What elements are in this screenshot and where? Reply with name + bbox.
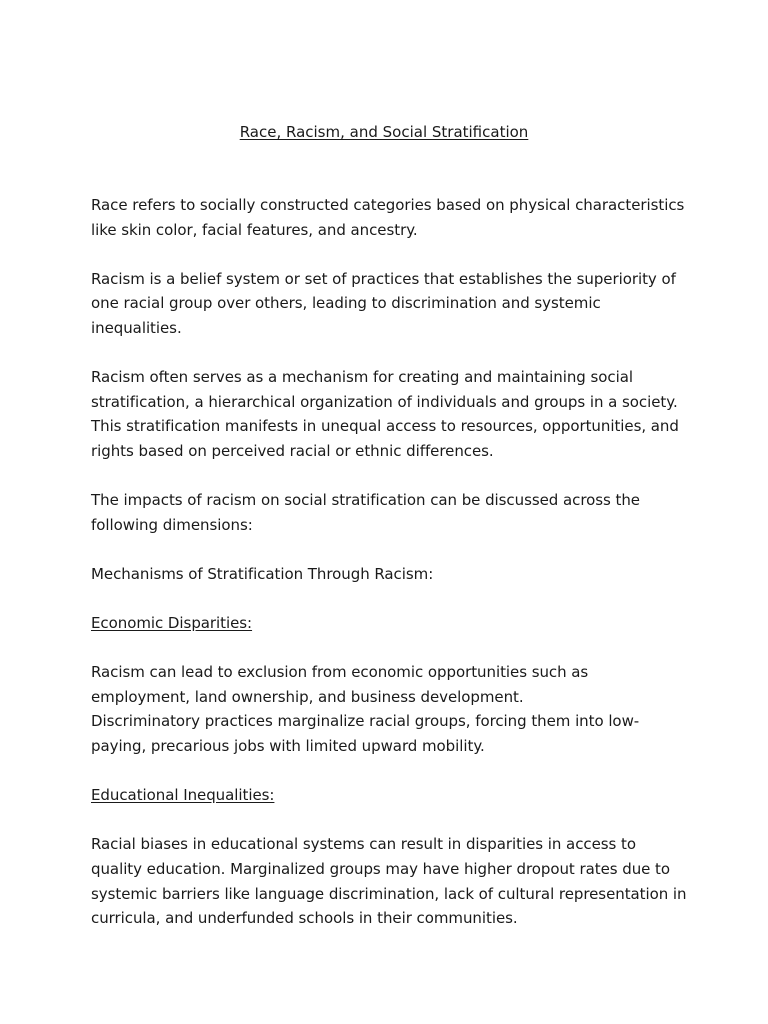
paragraph-impacts-intro: The impacts of racism on social stratification can be discussed across the following dimensions: <box>91 491 640 534</box>
paragraph-economic-discrimination: Discriminatory practices marginalize racial groups, forcing them into low-paying, precarious jobs with limited upward mobility. <box>91 712 640 756</box>
paragraph-racism-stratification: Racism often serves as a mechanism for creating and maintaining social stratification, a hierarchical organization of individuals and groups in a society. This stratification manifests in unequal access to resources, opportunities, and rights based on perceived racial or ethnic differences. <box>91 368 679 460</box>
paragraph-economic-exclusion: Racism can lead to exclusion from economic opportunities such as employment, land ownership, and business development. <box>91 663 589 706</box>
section-heading-education: Educational Inequalities: <box>91 786 275 805</box>
document-title: Race, Racism, and Social Stratification <box>239 123 529 141</box>
paragraph-race-definition: Race refers to socially constructed categories based on physical characteristics like skin color, facial features, and ancestry. <box>91 196 685 239</box>
paragraph-mechanisms-heading: Mechanisms of Stratification Through Racism: <box>91 564 434 583</box>
paragraph-racism-definition: Racism is a belief system or set of practices that establishes the superiority of one racial group over others, leading to discrimination and systemic inequalities. <box>91 269 676 337</box>
section-heading-economic: Economic Disparities: <box>91 614 253 633</box>
document-body <box>91 193 691 955</box>
paragraph-education-biases: Racial biases in educational systems can result in disparities in access to quality education. Marginalized groups may have higher dropout rates due to systemic barriers like language discrimination, lack of cultural representation in curricula, and underfunded schools in their communities. <box>91 835 687 928</box>
